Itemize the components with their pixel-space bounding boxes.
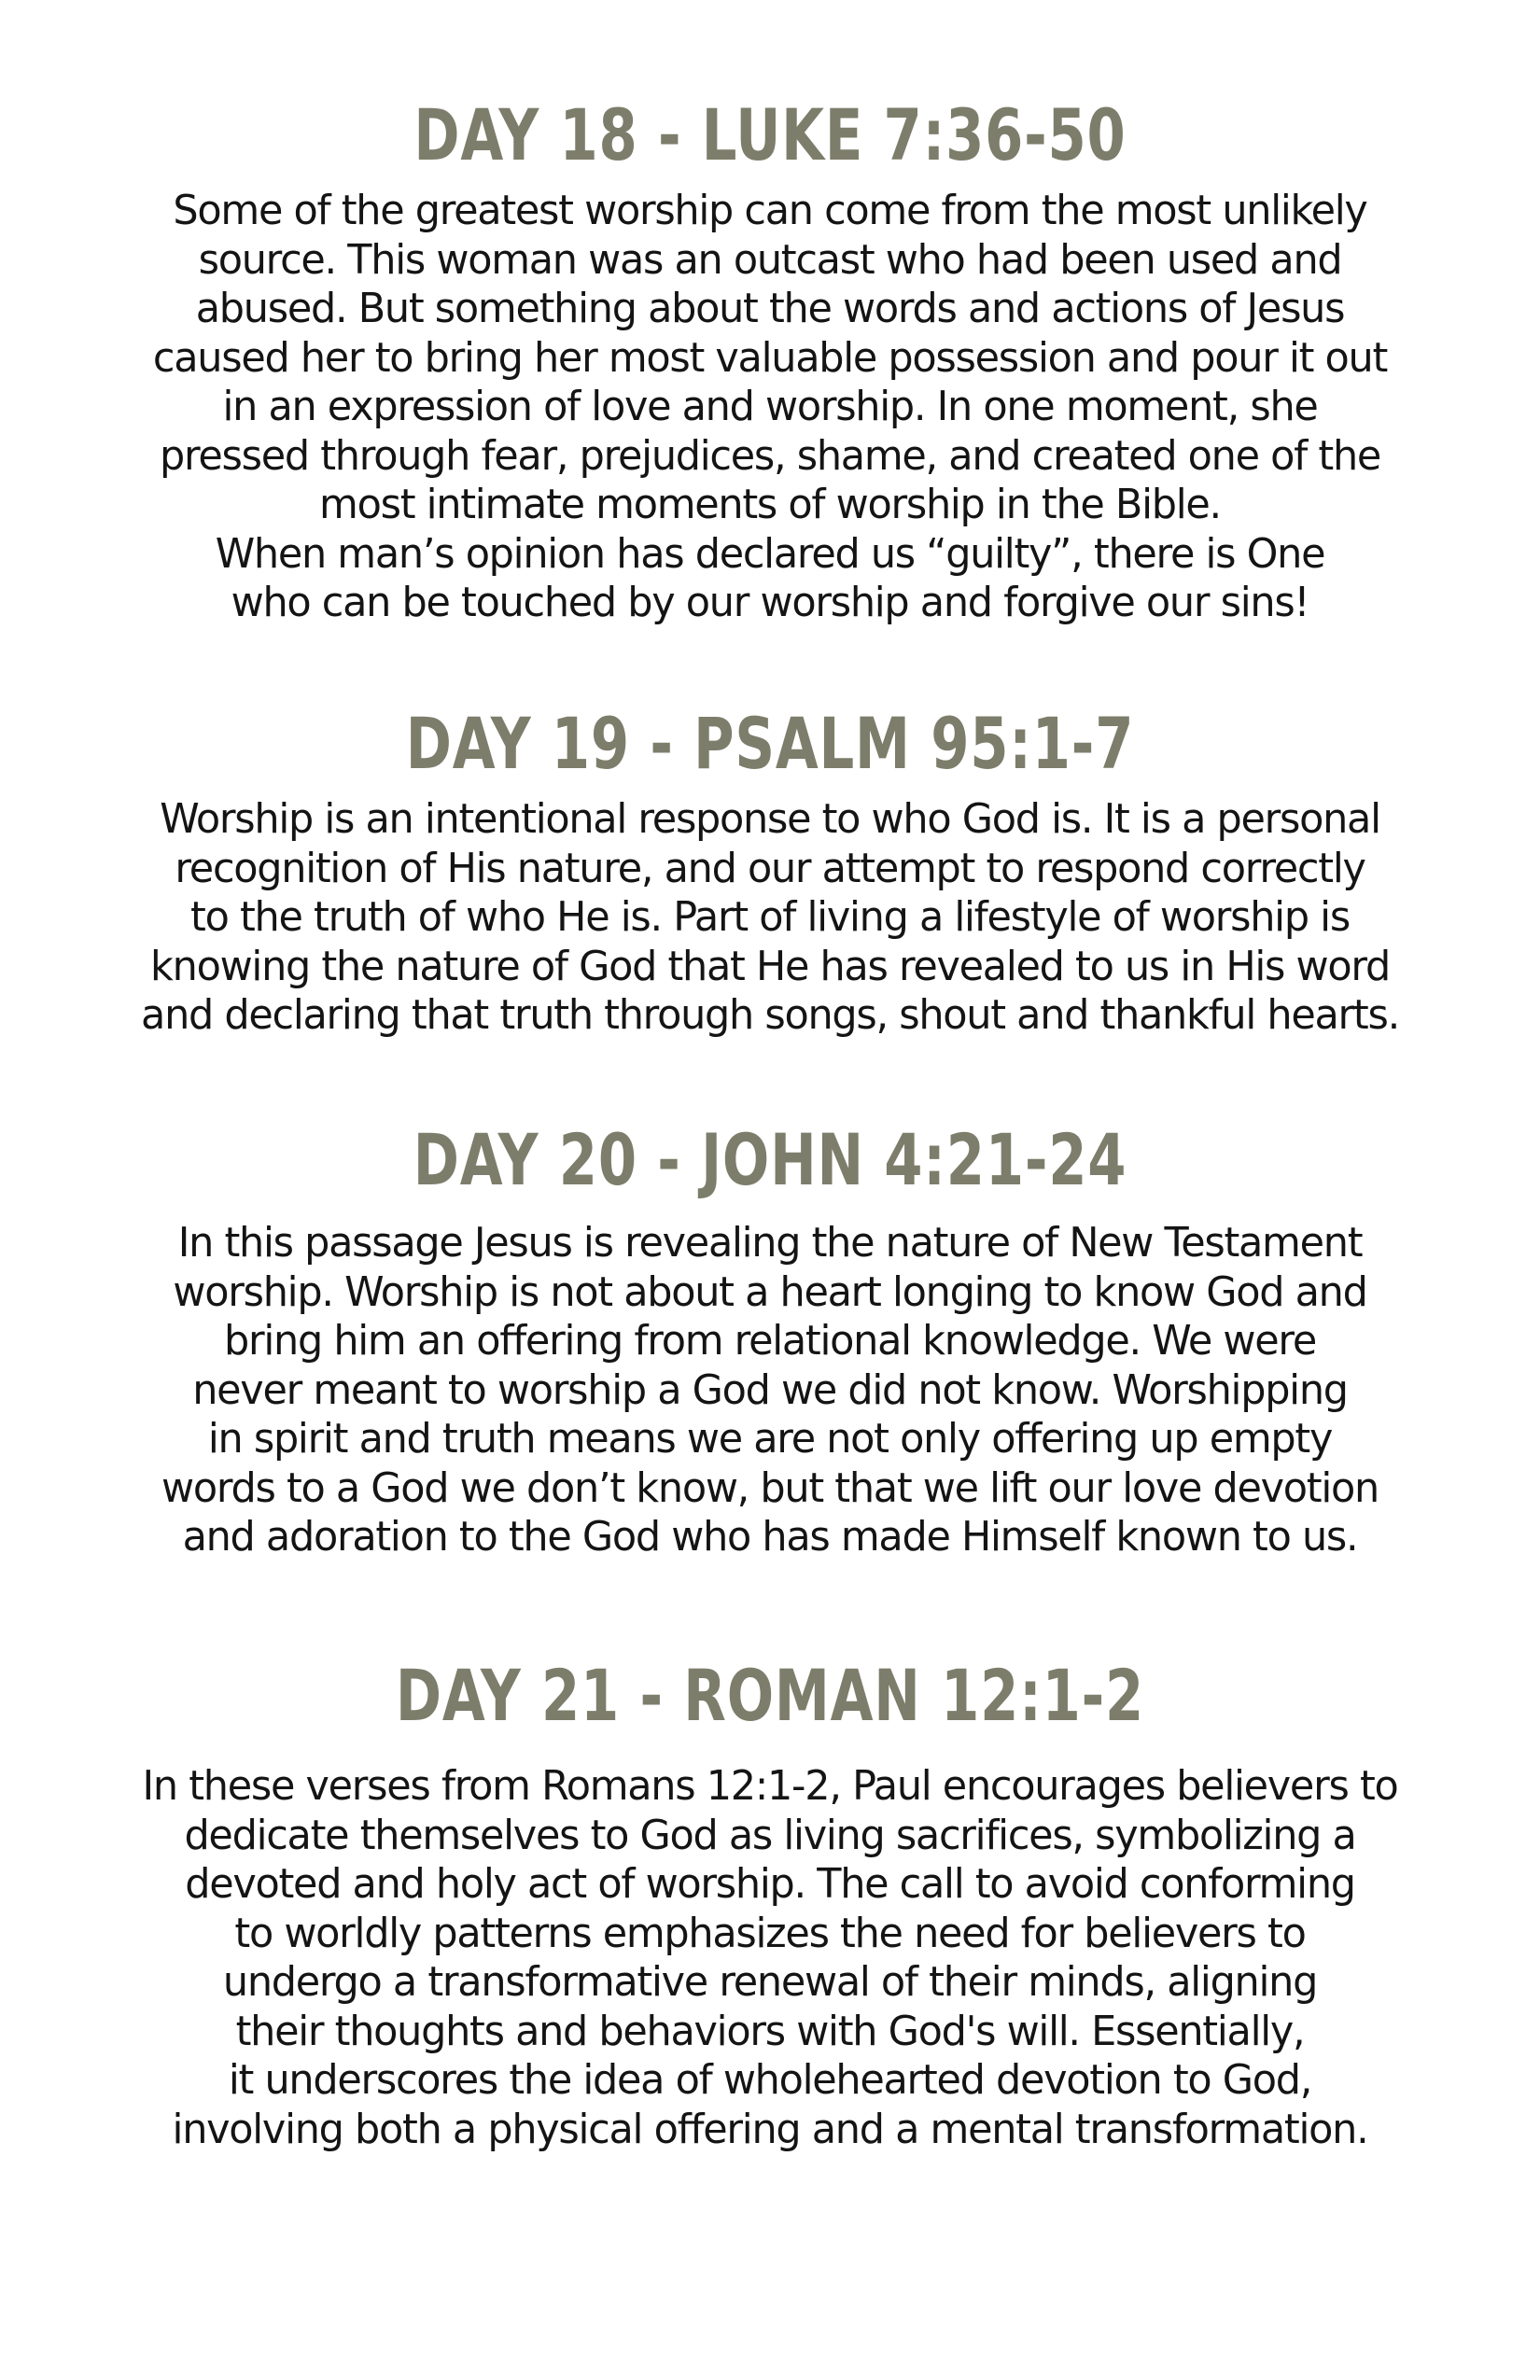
body-line: recognition of His nature, and our attempt to respond correctly — [175, 844, 1365, 892]
day-19-heading: DAY 19 - PSALM 95:1-7 — [405, 702, 1135, 785]
body-line: most intimate moments of worship in the Bible. — [319, 481, 1221, 528]
body-line: it underscores the idea of wholehearted devotion to God, — [228, 2056, 1312, 2104]
body-line: undergo a transformative renewal of their minds, aligning — [222, 1958, 1318, 2006]
day-19-section — [0, 702, 1540, 1041]
day-20-body — [0, 1219, 1540, 1562]
body-line: in spirit and truth means we are not only offering up empty — [207, 1415, 1333, 1463]
body-line: In this passage Jesus is revealing the nature of New Testament — [177, 1219, 1363, 1267]
body-line: and declaring that truth through songs, shout and thankful hearts. — [141, 991, 1399, 1039]
body-line: in an expression of love and worship. In one moment, she — [222, 383, 1318, 430]
day-21-body — [0, 1762, 1540, 2154]
body-line: and adoration to the God who has made Himself known to us. — [182, 1513, 1358, 1561]
body-line: Worship is an intentional response to who God is. It is a personal — [160, 795, 1380, 843]
body-line: In these verses from Romans 12:1-2, Paul encourages believers to — [142, 1762, 1398, 1810]
day-21-heading: DAY 21 - ROMAN 12:1-2 — [395, 1654, 1145, 1737]
body-line: knowing the nature of God that He has revealed to us in His word — [150, 942, 1390, 990]
body-line: words to a God we don’t know, but that we lift our love devotion — [161, 1463, 1379, 1512]
day-18-body — [0, 187, 1540, 628]
body-line: who can be touched by our worship and forgive our sins! — [231, 579, 1309, 626]
body-line: to worldly patterns emphasizes the need for believers to — [234, 1909, 1306, 1957]
body-line: Some of the greatest worship can come from the most unlikely — [173, 187, 1367, 234]
body-line: worship. Worship is not about a heart longing to know God and — [173, 1267, 1367, 1316]
day-20-heading: DAY 20 - JOHN 4:21-24 — [413, 1118, 1127, 1201]
body-line: pressed through fear, prejudices, shame, and created one of the — [159, 431, 1381, 480]
day-18-section — [0, 93, 1540, 628]
day-20-section — [0, 1118, 1540, 1562]
body-line: their thoughts and behaviors with God's will. Essentially, — [235, 2007, 1305, 2055]
body-line: source. This woman was an outcast who had been used and — [198, 235, 1342, 284]
body-line: dedicate themselves to God as living sacrifices, symbolizing a — [184, 1811, 1356, 1859]
day-19-body — [0, 795, 1540, 1041]
body-line: never meant to worship a God we did not know. Worshipping — [192, 1365, 1348, 1414]
body-line: When man’s opinion has declared us “guilty”, there is One — [215, 529, 1325, 578]
day-18-heading: DAY 18 - LUKE 7:36-50 — [413, 93, 1127, 176]
body-line: to the truth of who He is. Part of living a lifestyle of worship is — [190, 893, 1350, 941]
body-line: caused her to bring her most valuable possession and pour it out — [152, 333, 1388, 382]
body-line: abused. But something about the words and actions of Jesus — [195, 285, 1345, 332]
body-line: bring him an offering from relational knowledge. We were — [224, 1317, 1316, 1365]
day-21-section — [0, 1654, 1540, 2154]
body-line: devoted and holy act of worship. The call to avoid conforming — [185, 1860, 1355, 1908]
body-line: involving both a physical offering and a mental transformation. — [172, 2105, 1368, 2153]
